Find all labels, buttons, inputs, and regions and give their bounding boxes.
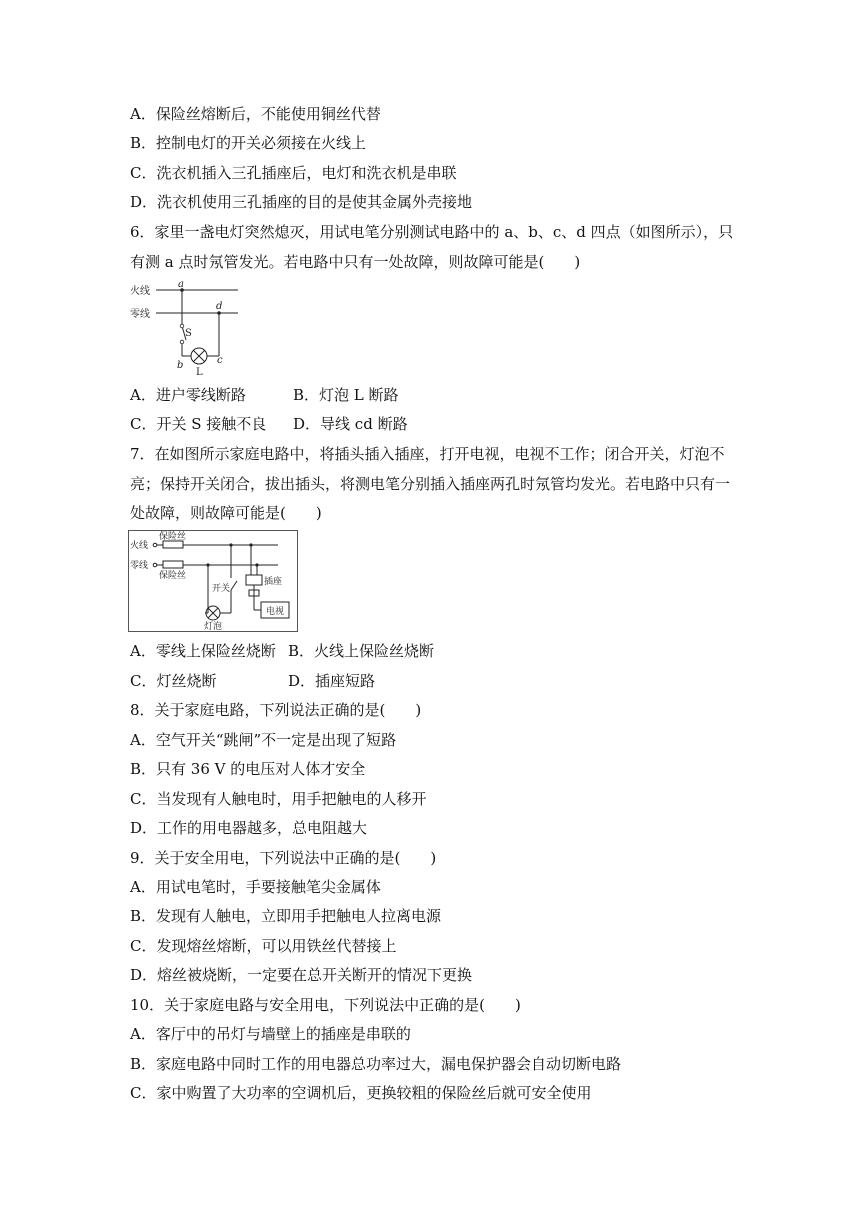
q10-option-c: C．家中购置了大功率的空调机后，更换较粗的保险丝后就可安全使用 — [130, 1084, 592, 1102]
q7-fuse-live — [163, 541, 183, 548]
q7-option-b: B．火线上保险丝烧断 — [288, 642, 435, 660]
q7-option-c: C．灯丝烧断 — [130, 672, 217, 690]
q8-option-b: B．只有 36 V 的电压对人体才安全 — [130, 760, 366, 778]
q5-option-c: C．洗衣机插入三孔插座后，电灯和洗衣机是串联 — [130, 164, 457, 182]
q6-circuit-figure — [128, 278, 248, 378]
q7-option-a: A．零线上保险丝烧断 — [130, 642, 276, 660]
q7-label-neutral: 零线 — [130, 561, 149, 571]
q9-option-d: D．熔丝被烧断，一定要在总开关断开的情况下更换 — [130, 966, 473, 984]
q10-option-b: B．家庭电路中同时工作的用电器总功率过大，漏电保护器会自动切断电路 — [130, 1055, 622, 1073]
q6-option-a: A．进户零线断路 — [130, 386, 246, 404]
q7-stem-line3: 处故障，则故障可能是( ) — [130, 504, 322, 522]
q9-option-b: B．发现有人触电，立即用手把触电人拉离电源 — [130, 907, 442, 925]
q8-option-c: C．当发现有人触电时，用手把触电的人移开 — [130, 790, 427, 808]
q6-label-switch: S — [185, 328, 192, 339]
q8-option-d: D．工作的用电器越多，总电阻越大 — [130, 819, 368, 837]
q6-label-lamp: L — [196, 367, 203, 378]
q6-label-a: a — [178, 279, 184, 290]
q7-stem-line2: 亮；保持开关闭合，拔出插头，将测电笔分别插入插座两孔时氖管均发光。若电路中只有一 — [130, 475, 731, 493]
q10-option-a: A．客厅中的吊灯与墙壁上的插座是串联的 — [130, 1025, 411, 1043]
q7-label-fuse-neutral: 保险丝 — [159, 571, 187, 581]
q7-label-socket: 插座 — [264, 577, 283, 587]
q6-option-b: B．灯泡 L 断路 — [293, 386, 399, 404]
q8-stem: 8．关于家庭电路，下列说法正确的是( ) — [130, 701, 422, 719]
q7-label-live: 火线 — [130, 541, 149, 551]
q6-stem-line2: 有测 a 点时氖管发光。若电路中只有一处故障，则故障可能是( ) — [130, 253, 581, 271]
q7-label-lamp: 灯泡 — [204, 622, 223, 632]
q8-option-a: A．空气开关“跳闸”不一定是出现了短路 — [130, 731, 397, 749]
q7-label-fuse-live: 保险丝 — [159, 532, 187, 542]
q6-option-d: D．导线 cd 断路 — [293, 415, 408, 433]
q6-label-live: 火线 — [130, 286, 150, 297]
q7-switch-blade — [231, 581, 237, 590]
q10-stem: 10．关于家庭电路与安全用电，下列说法中正确的是( ) — [130, 996, 521, 1014]
q6-label-neutral: 零线 — [130, 309, 150, 320]
q7-stem-line1: 7．在如图所示家庭电路中，将插头插入插座，打开电视，电视不工作；闭合开关，灯泡不 — [130, 445, 725, 463]
q6-label-b: b — [177, 360, 184, 371]
q9-stem: 9．关于安全用电，下列说法中正确的是( ) — [130, 849, 437, 867]
q6-label-c: c — [217, 355, 223, 366]
q6-label-d: d — [216, 301, 223, 312]
q7-label-tv: 电视 — [266, 607, 285, 617]
q9-option-c: C．发现熔丝熔断，可以用铁丝代替接上 — [130, 937, 397, 955]
q5-option-d: D．洗衣机使用三孔插座的目的是使其金属外壳接地 — [130, 193, 473, 211]
q5-option-a: A．保险丝熔断后，不能使用铜丝代替 — [130, 105, 381, 123]
q7-circuit-figure — [128, 530, 298, 632]
q7-option-d: D．插座短路 — [288, 672, 376, 690]
q6-stem-line1: 6．家里一盏电灯突然熄灭，用试电笔分别测试电路中的 a、b、c、d 四点（如图所示），只 — [130, 223, 734, 241]
q7-socket-icon — [246, 575, 262, 585]
q9-option-a: A．用试电笔时，手要接触笔尖金属体 — [130, 878, 381, 896]
q5-option-b: B．控制电灯的开关必须接在火线上 — [130, 134, 367, 152]
q6-option-c: C．开关 S 接触不良 — [130, 415, 267, 433]
q7-fuse-neutral — [163, 561, 183, 568]
q7-label-switch: 开关 — [212, 584, 231, 594]
